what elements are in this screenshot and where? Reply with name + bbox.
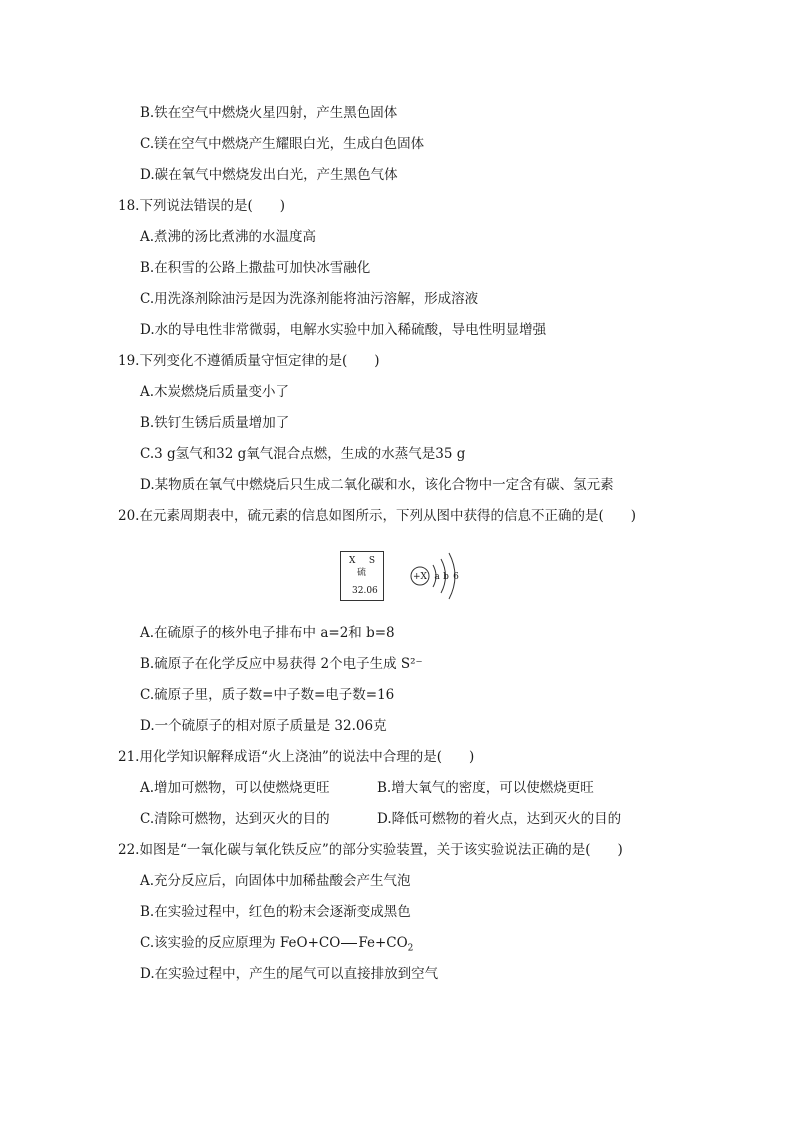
option-18d: D.水的导电性非常微弱，电解水实验中加入稀硫酸，导电性明显增强 bbox=[140, 322, 547, 338]
option-17c: C.镁在空气中燃烧产生耀眼白光，生成白色固体 bbox=[140, 136, 425, 152]
question-19: 19.下列变化不遵循质量守恒定律的是( ) bbox=[118, 353, 380, 369]
nucleus-label: +X bbox=[413, 572, 427, 582]
option-17d: D.碳在氧气中燃烧发出白光，产生黑色气体 bbox=[140, 167, 398, 183]
option-20c: C.硫原子里，质子数=中子数=电子数=16 bbox=[140, 687, 395, 703]
sulfur-element-figure bbox=[340, 551, 470, 611]
option-19a: A.木炭燃烧后质量变小了 bbox=[140, 384, 290, 400]
reaction-arrow bbox=[341, 943, 357, 944]
option-18b: B.在积雪的公路上撒盐可加快冰雪融化 bbox=[140, 260, 371, 276]
option-22c-suffix: Fe+CO bbox=[358, 935, 408, 951]
option-20a: A.在硫原子的核外电子排布中 a=2和 b=8 bbox=[140, 625, 395, 641]
option-20d: D.一个硫原子的相对原子质量是 32.06克 bbox=[140, 718, 387, 734]
shell-c-label: 6 bbox=[453, 572, 459, 582]
cell-name: 硫 bbox=[357, 568, 367, 578]
option-18c: C.用洗涤剂除油污是因为洗涤剂能将油污溶解，形成溶液 bbox=[140, 291, 479, 307]
shell-a-label: a bbox=[434, 572, 440, 582]
option-19b: B.铁钉生锈后质量增加了 bbox=[140, 415, 290, 431]
question-18: 18.下列说法错误的是( ) bbox=[118, 198, 286, 214]
option-22b: B.在实验过程中，红色的粉末会逐渐变成黑色 bbox=[140, 904, 411, 920]
question-20: 20.在元素周期表中，硫元素的信息如图所示，下列从图中获得的信息不正确的是( ) bbox=[118, 508, 637, 524]
option-21b: B.增大氧气的密度，可以使燃烧更旺 bbox=[377, 780, 594, 796]
question-21: 21.用化学知识解释成语“火上浇油”的说法中合理的是( ) bbox=[118, 749, 475, 765]
atom-structure-diagram bbox=[404, 551, 470, 611]
cell-symbol: S bbox=[368, 556, 375, 566]
option-22c-prefix: C.该实验的反应原理为 FeO+CO bbox=[140, 935, 341, 951]
option-22c bbox=[140, 934, 413, 958]
option-19c: C.3 g氢气和32 g氧气混合点燃，生成的水蒸气是35 g bbox=[140, 446, 466, 462]
cell-mass: 32.06 bbox=[352, 586, 378, 596]
option-22c-subscript: 2 bbox=[407, 943, 414, 954]
option-18a: A.煮沸的汤比煮沸的水温度高 bbox=[140, 229, 317, 245]
option-19d: D.某物质在氧气中燃烧后只生成二氧化碳和水，该化合物中一定含有碳、氢元素 bbox=[140, 477, 614, 493]
option-17b: B.铁在空气中燃烧火星四射，产生黑色固体 bbox=[140, 105, 398, 121]
shell-b-label: b bbox=[443, 572, 449, 582]
option-22d: D.在实验过程中，产生的尾气可以直接排放到空气 bbox=[140, 966, 439, 982]
question-22: 22.如图是“一氧化碳与氧化铁反应”的部分实验装置，关于该实验说法正确的是( ) bbox=[118, 842, 623, 858]
option-20b: B.硫原子在化学反应中易获得 2个电子生成 S²⁻ bbox=[140, 656, 423, 672]
option-21c: C.清除可燃物，达到灭火的目的 bbox=[140, 811, 330, 827]
periodic-table-cell bbox=[340, 551, 384, 601]
cell-atomic-number: X bbox=[349, 556, 356, 566]
option-21d: D.降低可燃物的着火点，达到灭火的目的 bbox=[377, 811, 622, 827]
option-21a: A.增加可燃物，可以使燃烧更旺 bbox=[140, 780, 330, 796]
option-22a: A.充分反应后，向固体中加稀盐酸会产生气泡 bbox=[140, 873, 411, 889]
